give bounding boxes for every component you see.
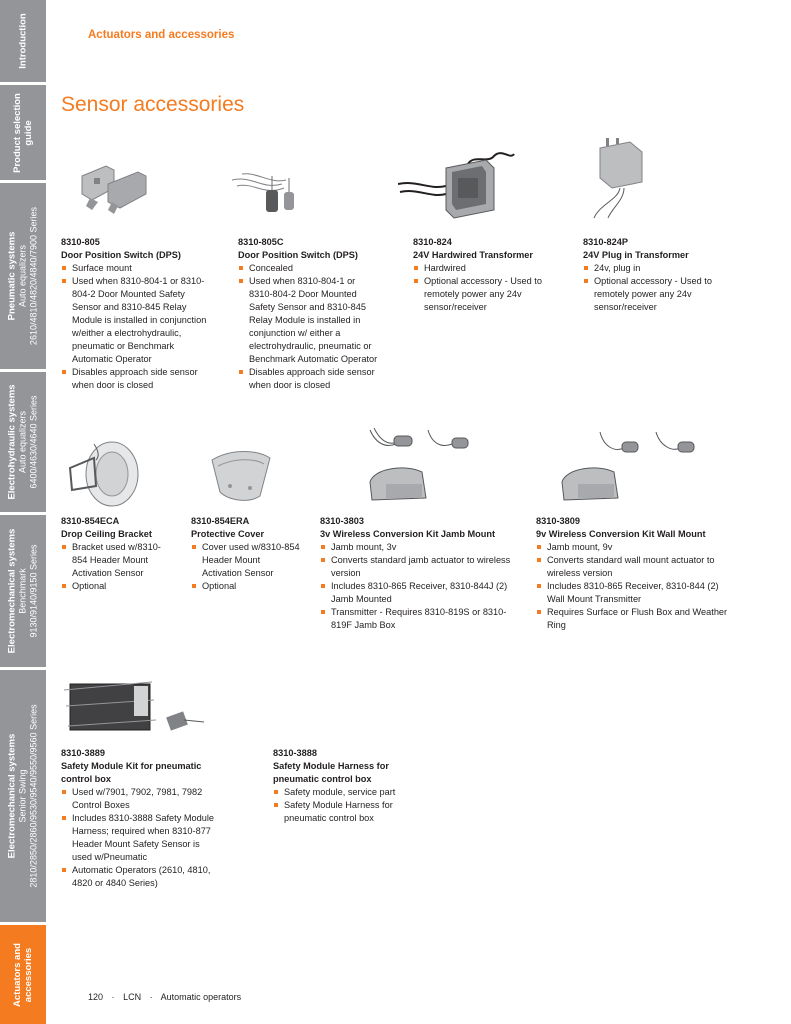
product-8310-824: [413, 236, 553, 314]
tab-title: Pneumatic systems: [6, 231, 18, 321]
page-number: 120: [88, 992, 104, 1002]
section-label: Actuators and accessories: [88, 29, 235, 41]
product-8310-3803: [320, 515, 516, 632]
product-name: Drop Ceiling Bracket: [61, 529, 152, 539]
product-name: 24V Plug in Transformer: [583, 250, 689, 260]
sidebar-nav: [0, 0, 46, 1024]
footer-separator: ·: [149, 992, 153, 1002]
product-code: 8310-3803: [320, 516, 364, 526]
tab-subtitle: Senior Swing: [17, 769, 28, 823]
feature-list: [61, 786, 221, 890]
product-8310-824p: [583, 236, 713, 314]
feature-item: Jamb mount, 3v: [320, 541, 516, 554]
product-name: Door Position Switch (DPS): [61, 250, 181, 260]
tab-title: Product selection guide: [12, 92, 34, 173]
product-code: 8310-3889: [61, 748, 105, 758]
safety-module-kit-image: [64, 676, 212, 740]
product-code: 8310-824P: [583, 237, 628, 247]
feature-list: [238, 262, 378, 392]
product-8310-3889: [61, 747, 221, 890]
feature-list: [583, 262, 713, 314]
feature-item: Optional accessory - Used to remotely power any 24v sensor/receiver: [583, 275, 713, 314]
feature-item: Cover used w/8310-854 Header Mount Activation Sensor: [191, 541, 301, 580]
product-8310-805: [61, 236, 211, 392]
feature-item: Includes 8310-865 Receiver, 8310-844 (2) Wall Mount Transmitter: [536, 580, 732, 606]
feature-item: Used when 8310-804-1 or 8310-804-2 Door Mounted Safety Sensor and 8310-845 Relay Module is installed in conjunction w/ either a electrohydraulic, pneumatic or Benchmark Automatic Operator: [238, 275, 378, 366]
tab-title: Electromechanical systems: [6, 733, 18, 859]
product-code: 8310-824: [413, 237, 452, 247]
product-name: Safety Module Kit for pneumatic control box: [61, 761, 202, 784]
tab-introduction[interactable]: [0, 0, 46, 82]
tab-series: 9130/9140/9150 Series: [28, 544, 39, 638]
product-code: 8310-3809: [536, 516, 580, 526]
feature-list: [273, 786, 418, 825]
product-8310-854eca: [61, 515, 171, 593]
tab-title: Actuators and accessories: [12, 942, 34, 1007]
footer-separator: ·: [111, 992, 115, 1002]
product-code: 8310-805: [61, 237, 100, 247]
feature-item: Used w/7901, 7902, 7981, 7982 Control Boxes: [61, 786, 221, 812]
door-position-switch-concealed-image: [232, 170, 312, 220]
product-8310-854era: [191, 515, 301, 593]
plug-in-transformer-image: [590, 138, 650, 220]
product-code: 8310-854ERA: [191, 516, 250, 526]
feature-list: [320, 541, 516, 632]
feature-item: Optional accessory - Used to remotely power any 24v sensor/receiver: [413, 275, 553, 314]
feature-item: Optional: [191, 580, 301, 593]
feature-list: [191, 541, 301, 593]
product-code: 8310-3888: [273, 748, 317, 758]
tab-series: 2810/2850/2860/9530/9540/9550/9560 Series: [28, 704, 39, 888]
feature-item: Hardwired: [413, 262, 553, 275]
tab-series: 2610/4810/4820/4840/7900 Series: [28, 206, 39, 346]
footer-section: Automatic operators: [160, 992, 242, 1002]
tab-title: Electromechanical systems: [6, 528, 18, 654]
tab-electrohydraulic-systems[interactable]: [0, 372, 46, 512]
product-code: 8310-805C: [238, 237, 284, 247]
feature-item: Includes 8310-3888 Safety Module Harness; required when 8310-877 Header Mount Safety Sensor is used w/Pneumatic: [61, 812, 221, 864]
feature-list: [61, 541, 171, 593]
product-8310-3888: [273, 747, 418, 825]
feature-item: Converts standard jamb actuator to wireless version: [320, 554, 516, 580]
tab-actuators-and-accessories[interactable]: [0, 925, 46, 1024]
feature-list: [61, 262, 211, 392]
product-name: Protective Cover: [191, 529, 265, 539]
drop-ceiling-bracket-image: [64, 438, 142, 508]
feature-item: Safety module, service part: [273, 786, 418, 799]
wall-mount-kit-image: [560, 428, 700, 508]
feature-item: Disables approach side sensor when door is closed: [61, 366, 211, 392]
product-8310-3809: [536, 515, 732, 632]
tab-subtitle: Benchmark: [17, 568, 28, 614]
product-name: 9v Wireless Conversion Kit Wall Mount: [536, 529, 706, 539]
feature-item: Transmitter - Requires 8310-819S or 8310-819F Jamb Box: [320, 606, 516, 632]
feature-item: Bracket used w/8310-854 Header Mount Activation Sensor: [61, 541, 171, 580]
feature-item: 24v, plug in: [583, 262, 713, 275]
hardwired-transformer-image: [398, 150, 518, 222]
feature-item: Automatic Operators (2610, 4810, 4820 or 4840 Series): [61, 864, 221, 890]
page-title: Sensor accessories: [61, 93, 245, 116]
product-name: Safety Module Harness for pneumatic control box: [273, 761, 389, 784]
feature-item: Concealed: [238, 262, 378, 275]
feature-item: Disables approach side sensor when door is closed: [238, 366, 378, 392]
tab-series: 6400/4630/4640 Series: [28, 395, 39, 489]
tab-electromechanical-senior-swing[interactable]: [0, 670, 46, 922]
feature-list: [413, 262, 553, 314]
feature-item: Requires Surface or Flush Box and Weather Ring: [536, 606, 732, 632]
tab-electromechanical-benchmark[interactable]: [0, 515, 46, 667]
footer-brand: LCN: [123, 992, 142, 1002]
product-name: 24V Hardwired Transformer: [413, 250, 533, 260]
jamb-mount-kit-image: [366, 424, 486, 506]
page-footer: [88, 992, 247, 1002]
product-8310-805c: [238, 236, 378, 392]
tab-product-selection-guide[interactable]: [0, 85, 46, 180]
feature-list: [536, 541, 732, 632]
protective-cover-image: [208, 448, 274, 504]
feature-item: Converts standard wall mount actuator to wireless version: [536, 554, 732, 580]
feature-item: Surface mount: [61, 262, 211, 275]
door-position-switch-surface-image: [78, 158, 150, 218]
tab-subtitle: Auto equalizers: [17, 410, 28, 474]
feature-item: Used when 8310-804-1 or 8310-804-2 Door Mounted Safety Sensor and 8310-845 Relay Module is installed in conjunction w/either a electrohydraulic, pneumatic or Benchmark Automatic Operator: [61, 275, 211, 366]
tab-pneumatic-systems[interactable]: [0, 183, 46, 369]
tab-title: Electrohydraulic systems: [6, 384, 18, 500]
product-name: Door Position Switch (DPS): [238, 250, 358, 260]
tab-subtitle: Auto equalizers: [17, 244, 28, 308]
feature-item: Safety Module Harness for pneumatic control box: [273, 799, 418, 825]
feature-item: Optional: [61, 580, 171, 593]
feature-item: Includes 8310-865 Receiver, 8310-844J (2) Jamb Mounted: [320, 580, 516, 606]
product-code: 8310-854ECA: [61, 516, 120, 526]
product-name: 3v Wireless Conversion Kit Jamb Mount: [320, 529, 496, 539]
tab-title: Introduction: [17, 13, 29, 69]
feature-item: Jamb mount, 9v: [536, 541, 732, 554]
